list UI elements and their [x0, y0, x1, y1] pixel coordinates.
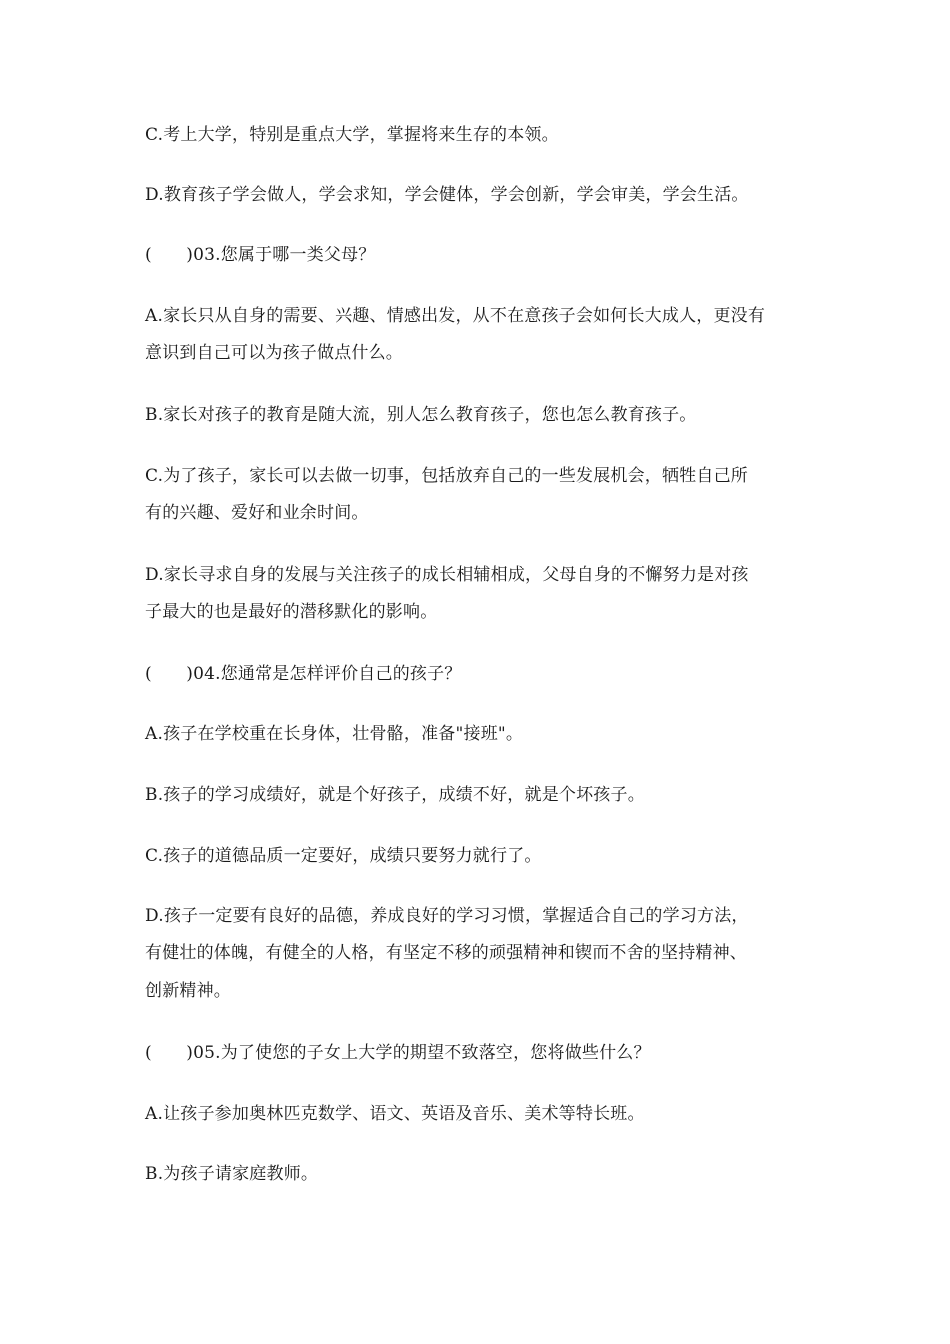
option-d-q04-line1: D.孩子一定要有良好的品德，养成良好的学习习惯，掌握适合自己的学习方法， — [145, 906, 749, 926]
option-a-q04: A.孩子在学校重在长身体，壮骨骼，准备"接班"。 — [145, 724, 524, 744]
option-d-q04-line2: 有健壮的体魄，有健全的人格，有坚定不移的顽强精神和锲而不舍的坚持精神、 — [145, 943, 747, 963]
option-c-q03-line2: 有的兴趣、爱好和业余时间。 — [145, 503, 369, 523]
question-05: ( )05.为了使您的子女上大学的期望不致落空，您将做些什么？ — [145, 1043, 651, 1063]
option-a-q03-line2: 意识到自己可以为孩子做点什么。 — [145, 343, 403, 363]
question-03: ( )03.您属于哪一类父母？ — [145, 245, 376, 265]
option-c-q02: C.考上大学，特别是重点大学，掌握将来生存的本领。 — [145, 125, 559, 145]
option-c-q03-line1: C.为了孩子，家长可以去做一切事，包括放弃自己的一些发展机会，牺牲自己所 — [145, 466, 749, 486]
question-04: ( )04.您通常是怎样评价自己的孩子？ — [145, 664, 462, 684]
option-b-q03: B.家长对孩子的教育是随大流，别人怎么教育孩子，您也怎么教育孩子。 — [145, 405, 697, 425]
option-d-q03-line2: 子最大的也是最好的潜移默化的影响。 — [145, 602, 438, 622]
option-d-q02: D.教育孩子学会做人，学会求知，学会健体，学会创新，学会审美，学会生活。 — [145, 185, 749, 205]
option-b-q05: B.为孩子请家庭教师。 — [145, 1164, 319, 1184]
option-d-q03-line1: D.家长寻求自身的发展与关注孩子的成长相辅相成，父母自身的不懈努力是对孩 — [145, 565, 749, 585]
option-b-q04: B.孩子的学习成绩好，就是个好孩子，成绩不好，就是个坏孩子。 — [145, 785, 645, 805]
option-d-q04-line3: 创新精神。 — [145, 981, 231, 1001]
option-a-q05: A.让孩子参加奥林匹克数学、语文、英语及音乐、美术等特长班。 — [145, 1104, 645, 1124]
option-a-q03-line1: A.家长只从自身的需要、兴趣、情感出发，从不在意孩子会如何长大成人，更没有 — [145, 306, 766, 326]
option-c-q04: C.孩子的道德品质一定要好，成绩只要努力就行了。 — [145, 846, 542, 866]
